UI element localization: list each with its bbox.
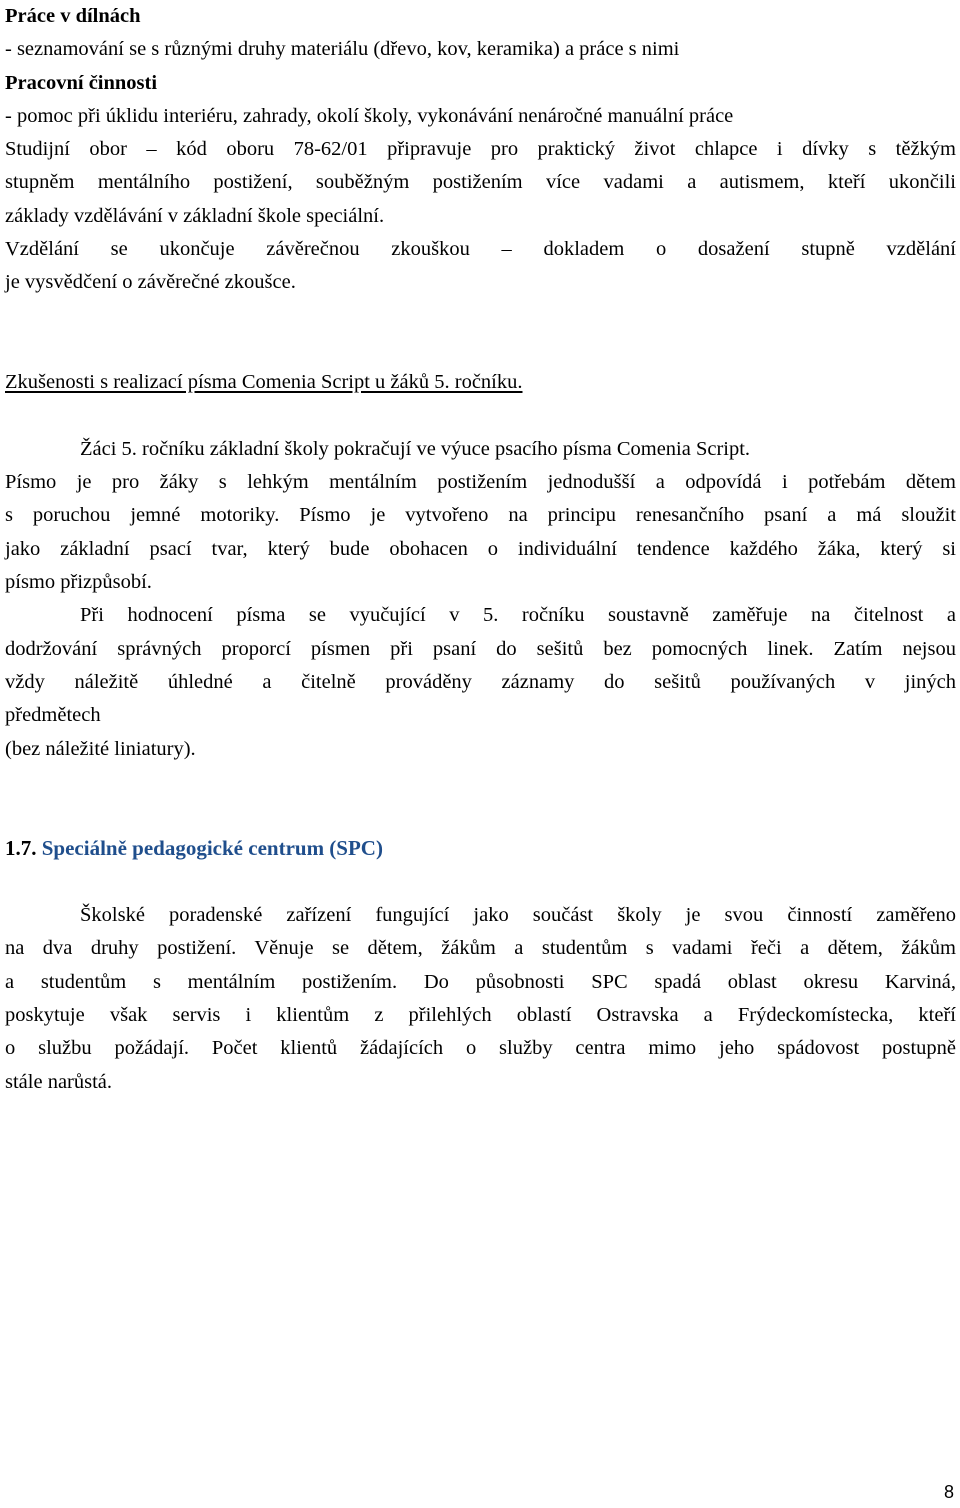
paragraph-line: a studentům s mentálním postižením. Do působnosti SPC spadá oblast okresu Karviná, (5, 970, 956, 993)
heading-prace-v-dilnach: Práce v dílnách (5, 5, 141, 27)
paragraph-line: je vysvědčení o závěrečné zkoušce. (5, 271, 296, 294)
paragraph-line: jako základní psací tvar, který bude obohacen o individuální tendence každého žáka, který si (5, 537, 956, 560)
paragraph-line: Školské poradenské zařízení fungující jako součást školy je svou činností zaměřeno (80, 904, 956, 927)
spacer (5, 333, 956, 366)
section-heading (5, 832, 956, 865)
spacer (5, 400, 956, 433)
paragraph-line: Při hodnocení písma se vyučující v 5. ročníku soustavně zaměřuje na čitelnost a (80, 604, 956, 627)
paragraph-line: Žáci 5. ročníku základní školy pokračují ve výuce psacího písma Comenia Script. (80, 437, 751, 460)
paragraph-line: vždy náležitě úhledné a čitelně prováděny záznamy do sešitů používaných v jiných (5, 670, 956, 693)
spacer (5, 300, 956, 333)
paragraph-line: písmo přizpůsobí. (5, 571, 152, 594)
paragraph-line: základy vzdělávání v základní škole speciální. (5, 204, 385, 227)
paragraph-line: dodržování správných proporcí písmen při psaní do sešitů bez pomocných linek. Zatím nejsou (5, 637, 956, 660)
heading-pracovni-cinnosti: Pracovní činnosti (5, 71, 158, 94)
paragraph-line: (bez náležité liniatury). (5, 737, 196, 760)
paragraph-line: s poruchou jemné motoriky. Písmo je vytvořeno na principu renesančního psaní a má sloužit (5, 504, 956, 527)
section-number: 1.7. (5, 836, 37, 861)
paragraph-line: Vzdělání se ukončuje závěrečnou zkouškou – dokladem o dosažení stupně vzdělání (5, 238, 956, 261)
spacer (5, 799, 956, 832)
section-title: Speciálně pedagogické centrum (SPC) (41, 836, 383, 861)
document-page (5, 0, 956, 1099)
paragraph-line: předmětech (5, 704, 101, 727)
paragraph-line: stále narůstá. (5, 1070, 113, 1093)
paragraph-line: poskytuje však servis i klientům z přilehlých oblastí Ostravska a Frýdeckomístecka, kteří (5, 1003, 956, 1026)
section-subtitle: Zkušenosti s realizací písma Comenia Script u žáků 5. ročníku. (5, 371, 523, 394)
spacer (5, 866, 956, 899)
list-item: - pomoc při úklidu interiéru, zahrady, okolí školy, vykonávání nenáročné manuální práce (5, 104, 734, 127)
paragraph-line: Studijní obor – kód oboru 78-62/01 připravuje pro praktický život chlapce i dívky s těžkým (5, 138, 956, 161)
page-number: 8 (943, 1482, 954, 1502)
paragraph-line: na dva druhy postižení. Věnuje se dětem, žákům a studentům s vadami řeči a dětem, žákům (5, 937, 956, 960)
paragraph-line: stupněm mentálního postižení, souběžným postižením více vadami a autismem, kteří ukončili (5, 171, 956, 194)
spacer (5, 766, 956, 799)
paragraph-line: o službu požádají. Počet klientů žádajících o služby centra mimo jeho spádovost postupně (5, 1037, 956, 1060)
list-item: - seznamování se s různými druhy materiálu (dřevo, kov, keramika) a práce s nimi (5, 38, 680, 61)
paragraph-line: Písmo je pro žáky s lehkým mentálním postižením jednodušší a odpovídá i potřebám dětem (5, 471, 956, 494)
